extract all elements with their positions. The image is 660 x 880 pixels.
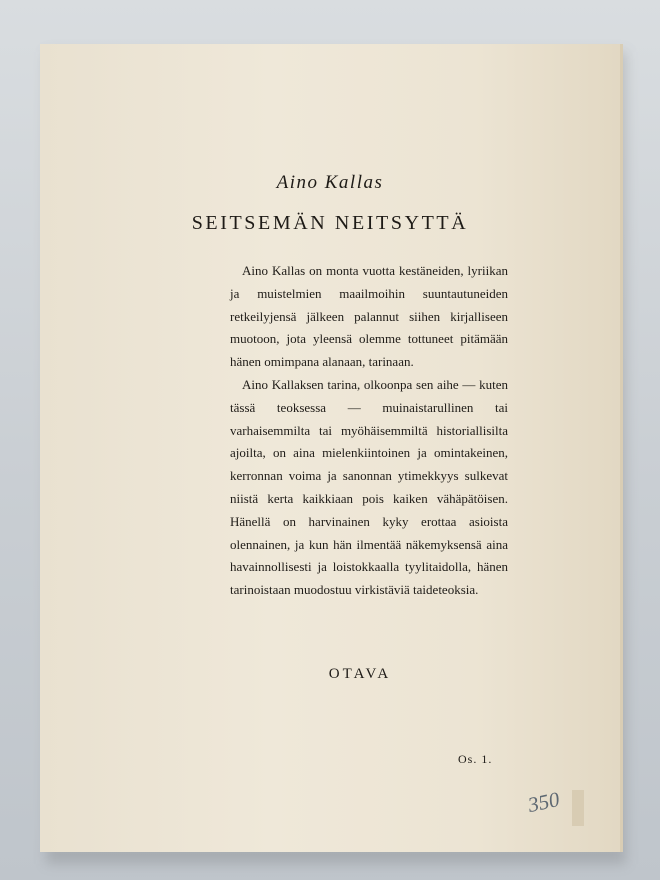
publisher-name: OTAVA bbox=[328, 666, 392, 682]
handwritten-price: 350 bbox=[525, 786, 562, 818]
blurb-paragraph: Aino Kallas on monta vuotta kestäneiden, lyriikan ja muistelmien maailmoihin suuntautuneiden retkeilyjensä jälkeen palannut siihen kirjalliseen muotoon, jota yleensä olemme tottuneet pitämään hänen omimpana alanaan, tarinaan. bbox=[230, 263, 508, 370]
blurb-paragraph: Aino Kallaksen tarina, olkoonpa sen aihe — kuten tässä teoksessa — muinaistarullinen tai varhaisemmilta tai myöhäisemmiltä historiallisilta ajoilta, on aina mielenkiintoinen ja omintakeinen, kerronnan voima ja sanonnan ytimekkyys sulkevat niistä kerta kaikkiaan pois kaiken vähäpätöisen. Hänellä on harvinainen kyky erottaa asioista olennainen, ja kun hän ilmentää näkemyksensä aina havainnollisesti ja loistokkaalla tyylitaidolla, hänen tarinoistaan muodostuu virkistäviä taideteoksia. bbox=[230, 376, 508, 598]
part-number: Os. 1. bbox=[458, 752, 493, 766]
book-title: SEITSEMÄN NEITSYTTÄ bbox=[191, 212, 469, 234]
author-name: Aino Kallas bbox=[276, 172, 384, 193]
tape-strip bbox=[572, 790, 584, 826]
blurb-text bbox=[230, 260, 508, 602]
book-back-cover bbox=[40, 44, 623, 852]
